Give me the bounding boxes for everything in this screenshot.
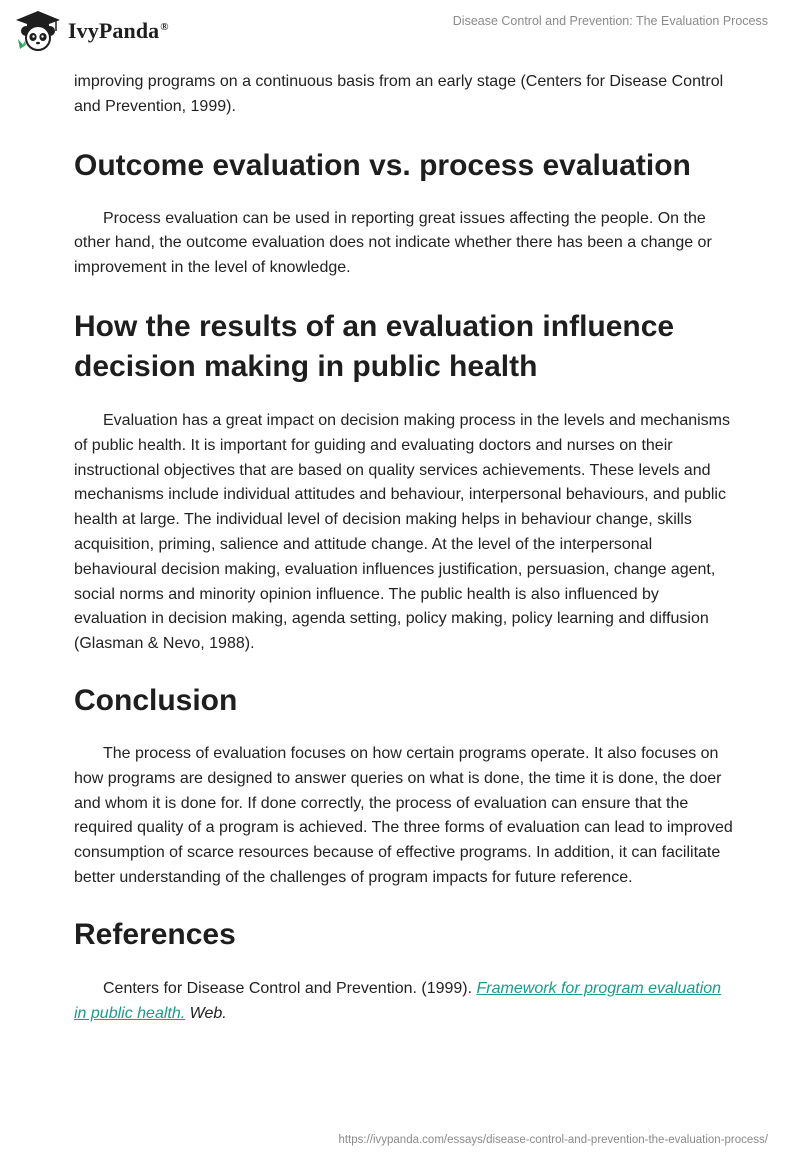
footer-url: https://ivypanda.com/essays/disease-control-and-prevention-the-evaluation-process/ [338, 1134, 768, 1146]
heading-conclusion: Conclusion [74, 683, 238, 717]
reference-web-label: Web. [185, 1004, 227, 1022]
heading-evaluation-influence: How the results of an evaluation influence decision making in public health [74, 309, 675, 383]
document-title: Disease Control and Prevention: The Evaluation Process [452, 14, 768, 28]
paragraph-outcome-vs-process: Process evaluation can be used in reporting great issues affecting the people. On the other hand, the outcome evaluation does not indicate whether there has been a change or improvement in the level of knowledge. [74, 209, 712, 277]
registered-mark: ® [160, 20, 169, 33]
heading-outcome-vs-process: Outcome evaluation vs. process evaluation [74, 148, 691, 182]
brand-name: IvyPanda® [68, 18, 169, 43]
paragraph-conclusion: The process of evaluation focuses on how certain programs operate. It also focuses on how programs are designed to answer queries on what is done, the time it is done, the doer and whom it is done for. If done correctly, the process of evaluation can ensure that the required quality of a program is achieved. The three forms of evaluation can lead to improved consumption of scarce resources because of effective programs. In addition, it can facilitate better understanding of the challenges of program impacts for future reference. [74, 744, 733, 886]
page-header [0, 0, 800, 64]
paragraph-evaluation-influence: Evaluation has a great impact on decision making process in the levels and mechanisms of public health. It is important for guiding and evaluating doctors and nurses on their instructional objectives that are based on quality services achievements. These levels and mechanisms include individual attitudes and behaviour, interpersonal behaviours, and public health at large. The individual level of decision making helps in behaviour change, skills acquisition, priming, salience and attitude change. At the level of the interpersonal behavioural decision making, evaluation influences justification, persuasion, change agent, social norms and minority opinion influence. The public health is also influenced by evaluation in decision making, agenda setting, policy making, policy learning and diffusion (Glasman & Nevo, 1988). [74, 411, 730, 653]
reference-author-date: Centers for Disease Control and Prevention. (1999). [103, 979, 477, 997]
reference-entry [74, 977, 734, 1027]
heading-references: References [74, 917, 236, 951]
reference-link[interactable]: Framework for program evaluation in public health. [74, 979, 722, 1022]
intro-paragraph: improving programs on a continuous basis from an early stage (Centers for Disease Control and Prevention, 1999). [74, 73, 724, 115]
ivypanda-logo[interactable] [14, 9, 169, 53]
essay-content [74, 70, 734, 1026]
panda-graduate-icon [14, 9, 62, 53]
